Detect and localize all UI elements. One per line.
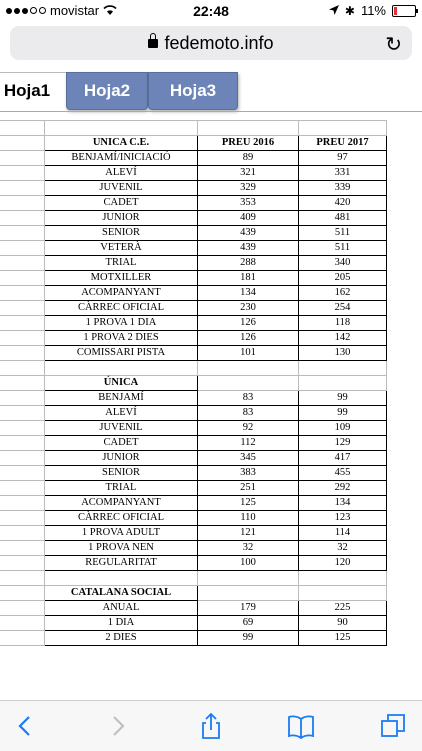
table-row: [0, 346, 387, 361]
price-2017-cell[interactable]: 32: [299, 541, 387, 556]
table-row: [0, 586, 387, 601]
lock-icon: [148, 39, 158, 48]
category-cell[interactable]: SENIOR: [45, 466, 198, 481]
price-2016-cell[interactable]: 125: [198, 496, 299, 511]
tabs-icon[interactable]: [378, 711, 408, 741]
row-stub[interactable]: [0, 391, 45, 406]
price-2016-cell[interactable]: [198, 586, 299, 601]
price-2016-cell[interactable]: 126: [198, 331, 299, 346]
row-stub[interactable]: [0, 196, 45, 211]
category-cell[interactable]: SENIOR: [45, 226, 198, 241]
category-cell[interactable]: 1 PROVA 2 DIES: [45, 331, 198, 346]
price-2016-cell[interactable]: 110: [198, 511, 299, 526]
category-cell[interactable]: ANUAL: [45, 601, 198, 616]
price-2017-cell[interactable]: PREU 2017: [299, 136, 387, 151]
table-row: [0, 196, 387, 211]
table-row: [0, 136, 387, 151]
price-2017-cell[interactable]: 225: [299, 601, 387, 616]
table-row: [0, 301, 387, 316]
price-2017-cell[interactable]: 292: [299, 481, 387, 496]
url-text: fedemoto.info: [164, 33, 274, 53]
price-2016-cell[interactable]: 345: [198, 451, 299, 466]
price-2017-cell[interactable]: 118: [299, 316, 387, 331]
price-2017-cell[interactable]: 254: [299, 301, 387, 316]
row-stub[interactable]: [0, 241, 45, 256]
table-row: [0, 436, 387, 451]
price-2016-cell[interactable]: 69: [198, 616, 299, 631]
row-stub[interactable]: [0, 346, 45, 361]
category-cell[interactable]: ALEVÍ: [45, 406, 198, 421]
price-2017-cell[interactable]: 142: [299, 331, 387, 346]
category-cell[interactable]: [45, 121, 198, 136]
table-row: [0, 616, 387, 631]
table-row: [0, 421, 387, 436]
category-cell[interactable]: 2 DIES: [45, 631, 198, 646]
price-2016-cell[interactable]: PREU 2016: [198, 136, 299, 151]
category-cell[interactable]: REGULARITAT: [45, 556, 198, 571]
category-cell[interactable]: 1 DIA: [45, 616, 198, 631]
price-2016-cell[interactable]: 288: [198, 256, 299, 271]
category-cell[interactable]: CATALANA SOCIAL: [45, 586, 198, 601]
row-stub[interactable]: [0, 301, 45, 316]
category-cell[interactable]: JUVENIL: [45, 421, 198, 436]
table-row: [0, 226, 387, 241]
price-2016-cell[interactable]: 126: [198, 316, 299, 331]
price-2017-cell[interactable]: 130: [299, 346, 387, 361]
row-stub[interactable]: [0, 436, 45, 451]
category-cell[interactable]: 1 PROVA NEN: [45, 541, 198, 556]
price-2016-cell[interactable]: [198, 121, 299, 136]
category-cell[interactable]: UNICA C.E.: [45, 136, 198, 151]
price-2016-cell[interactable]: 92: [198, 421, 299, 436]
price-2016-cell[interactable]: 439: [198, 241, 299, 256]
category-cell[interactable]: ACOMPANYANT: [45, 496, 198, 511]
row-stub[interactable]: [0, 121, 45, 136]
price-2016-cell[interactable]: 112: [198, 436, 299, 451]
forward-icon[interactable]: [103, 711, 133, 741]
spreadsheet: [0, 120, 422, 646]
category-cell[interactable]: COMISSARI PISTA: [45, 346, 198, 361]
price-2017-cell[interactable]: 420: [299, 196, 387, 211]
row-stub[interactable]: [0, 406, 45, 421]
price-2017-cell[interactable]: 481: [299, 211, 387, 226]
table-row: [0, 481, 387, 496]
table-row: [0, 271, 387, 286]
row-stub[interactable]: [0, 136, 45, 151]
price-2016-cell[interactable]: 353: [198, 196, 299, 211]
category-cell[interactable]: 1 PROVA ADULT: [45, 526, 198, 541]
browser-toolbar: [0, 700, 422, 751]
divider: [0, 111, 422, 112]
row-stub[interactable]: [0, 586, 45, 601]
table-row: [0, 406, 387, 421]
price-2016-cell[interactable]: 121: [198, 526, 299, 541]
price-2016-cell[interactable]: 409: [198, 211, 299, 226]
price-2017-cell[interactable]: [299, 121, 387, 136]
price-2016-cell[interactable]: 89: [198, 151, 299, 166]
price-2017-cell[interactable]: 340: [299, 256, 387, 271]
table-row: [0, 286, 387, 301]
row-stub[interactable]: [0, 541, 45, 556]
category-cell[interactable]: VETERÀ: [45, 241, 198, 256]
price-2016-cell[interactable]: 181: [198, 271, 299, 286]
table-row: [0, 151, 387, 166]
price-2016-cell[interactable]: 134: [198, 286, 299, 301]
price-2017-cell[interactable]: 123: [299, 511, 387, 526]
price-2017-cell[interactable]: 134: [299, 496, 387, 511]
table-row: [0, 256, 387, 271]
category-cell[interactable]: BENJAMÍ: [45, 391, 198, 406]
row-stub[interactable]: [0, 616, 45, 631]
row-stub[interactable]: [0, 271, 45, 286]
row-stub[interactable]: [0, 496, 45, 511]
table-row: [0, 391, 387, 406]
price-2017-cell[interactable]: 99: [299, 406, 387, 421]
category-cell[interactable]: ACOMPANYANT: [45, 286, 198, 301]
row-stub[interactable]: [0, 286, 45, 301]
price-2017-cell[interactable]: 129: [299, 436, 387, 451]
tab-hoja1[interactable]: Hoja1: [0, 72, 68, 109]
reload-icon[interactable]: ↻: [385, 34, 402, 56]
table-row: [0, 376, 387, 391]
tab-hoja2[interactable]: Hoja2: [66, 72, 148, 110]
category-cell[interactable]: [45, 571, 198, 586]
category-cell[interactable]: ÚNICA: [45, 376, 198, 391]
address-bar[interactable]: [10, 26, 412, 60]
price-2016-cell[interactable]: [198, 376, 299, 391]
price-2017-cell[interactable]: 455: [299, 466, 387, 481]
row-stub[interactable]: [0, 631, 45, 646]
table-row: [0, 466, 387, 481]
bookmarks-icon[interactable]: [286, 711, 316, 741]
table-row: [0, 361, 387, 376]
table-row: [0, 541, 387, 556]
row-stub[interactable]: [0, 421, 45, 436]
battery-percent: 11%: [360, 3, 386, 18]
category-cell[interactable]: JUNIOR: [45, 211, 198, 226]
row-stub[interactable]: [0, 151, 45, 166]
row-stub[interactable]: [0, 361, 45, 376]
price-2016-cell[interactable]: 230: [198, 301, 299, 316]
price-2016-cell[interactable]: 32: [198, 541, 299, 556]
price-2017-cell[interactable]: 114: [299, 526, 387, 541]
row-stub[interactable]: [0, 181, 45, 196]
price-2016-cell[interactable]: 251: [198, 481, 299, 496]
row-stub[interactable]: [0, 451, 45, 466]
price-2017-cell[interactable]: 109: [299, 421, 387, 436]
category-cell[interactable]: [45, 361, 198, 376]
bluetooth-icon: ✱: [344, 3, 355, 18]
battery-icon: [392, 5, 416, 17]
table-row: [0, 526, 387, 541]
table-row: [0, 571, 387, 586]
price-2017-cell[interactable]: 90: [299, 616, 387, 631]
location-icon: [329, 3, 339, 18]
price-2016-cell[interactable]: 329: [198, 181, 299, 196]
category-cell[interactable]: TRIAL: [45, 481, 198, 496]
share-icon[interactable]: [196, 711, 226, 741]
table-row: [0, 556, 387, 571]
category-cell[interactable]: ALEVÍ: [45, 166, 198, 181]
table-row: [0, 331, 387, 346]
table-row: [0, 121, 387, 136]
clock: 22:48: [193, 3, 229, 19]
table-row: [0, 451, 387, 466]
price-2017-cell[interactable]: [299, 376, 387, 391]
price-2016-cell[interactable]: 100: [198, 556, 299, 571]
price-table: [0, 120, 387, 646]
price-2016-cell[interactable]: [198, 571, 299, 586]
status-bar: [0, 0, 422, 22]
price-2017-cell[interactable]: 417: [299, 451, 387, 466]
table-row: [0, 316, 387, 331]
row-stub[interactable]: [0, 331, 45, 346]
table-row: [0, 211, 387, 226]
category-cell[interactable]: 1 PROVA 1 DIA: [45, 316, 198, 331]
price-2016-cell[interactable]: 101: [198, 346, 299, 361]
row-stub[interactable]: [0, 511, 45, 526]
row-stub[interactable]: [0, 481, 45, 496]
price-2017-cell[interactable]: 205: [299, 271, 387, 286]
row-stub[interactable]: [0, 316, 45, 331]
price-2017-cell[interactable]: 120: [299, 556, 387, 571]
row-stub[interactable]: [0, 571, 45, 586]
price-2016-cell[interactable]: 439: [198, 226, 299, 241]
price-2017-cell[interactable]: 99: [299, 391, 387, 406]
row-stub[interactable]: [0, 376, 45, 391]
sheet-tabs: [0, 72, 422, 112]
table-row: [0, 166, 387, 181]
category-cell[interactable]: MOTXILLER: [45, 271, 198, 286]
row-stub[interactable]: [0, 166, 45, 181]
category-cell[interactable]: CADET: [45, 436, 198, 451]
row-stub[interactable]: [0, 601, 45, 616]
category-cell[interactable]: JUVENIL: [45, 181, 198, 196]
category-cell[interactable]: CÀRREC OFICIAL: [45, 301, 198, 316]
table-row: [0, 511, 387, 526]
price-2016-cell[interactable]: 179: [198, 601, 299, 616]
row-stub[interactable]: [0, 556, 45, 571]
price-2017-cell[interactable]: 511: [299, 226, 387, 241]
table-row: [0, 601, 387, 616]
price-2016-cell[interactable]: 83: [198, 391, 299, 406]
category-cell[interactable]: CÀRREC OFICIAL: [45, 511, 198, 526]
price-2017-cell[interactable]: 97: [299, 151, 387, 166]
price-2017-cell[interactable]: [299, 571, 387, 586]
back-icon[interactable]: [10, 711, 40, 741]
table-row: [0, 181, 387, 196]
price-2016-cell[interactable]: 383: [198, 466, 299, 481]
tab-hoja3[interactable]: Hoja3: [148, 72, 238, 110]
row-stub[interactable]: [0, 256, 45, 271]
price-2017-cell[interactable]: 339: [299, 181, 387, 196]
carrier-label: movistar: [50, 3, 100, 18]
url-display[interactable]: [10, 33, 412, 54]
price-2016-cell[interactable]: 321: [198, 166, 299, 181]
price-2017-cell[interactable]: [299, 361, 387, 376]
table-row: [0, 241, 387, 256]
price-2017-cell[interactable]: 331: [299, 166, 387, 181]
price-2016-cell[interactable]: 83: [198, 406, 299, 421]
price-2016-cell[interactable]: 99: [198, 631, 299, 646]
price-2017-cell[interactable]: [299, 586, 387, 601]
price-2017-cell[interactable]: 162: [299, 286, 387, 301]
price-2016-cell[interactable]: [198, 361, 299, 376]
row-stub[interactable]: [0, 466, 45, 481]
price-2017-cell[interactable]: 511: [299, 241, 387, 256]
category-cell[interactable]: JUNIOR: [45, 451, 198, 466]
category-cell[interactable]: TRIAL: [45, 256, 198, 271]
row-stub[interactable]: [0, 211, 45, 226]
table-row: [0, 496, 387, 511]
price-2017-cell[interactable]: 125: [299, 631, 387, 646]
category-cell[interactable]: BENJAMÍ/INICIACIÓ: [45, 151, 198, 166]
row-stub[interactable]: [0, 526, 45, 541]
table-row: [0, 631, 387, 646]
category-cell[interactable]: CADET: [45, 196, 198, 211]
row-stub[interactable]: [0, 226, 45, 241]
